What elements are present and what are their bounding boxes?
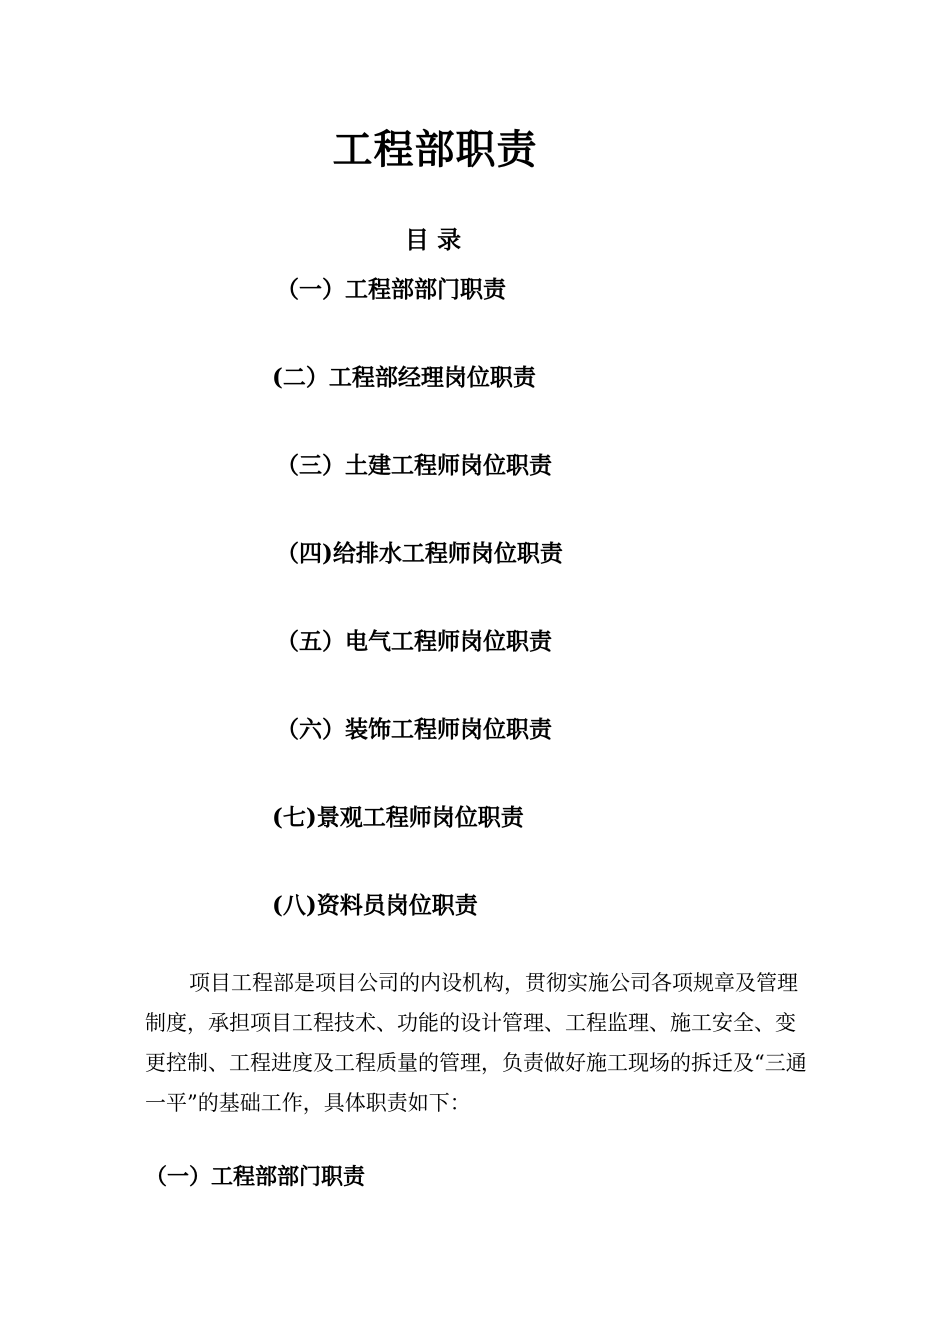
toc-item: （四)给排水工程师岗位职责: [276, 540, 563, 567]
toc-item: （五）电气工程师岗位职责: [276, 628, 552, 655]
section-heading: （一）工程部部门职责: [145, 1164, 366, 1190]
intro-paragraph: 项目工程部是项目公司的内设机构，贯彻实施公司各项规章及管理制度，承担项目工程技术、功能的设计管理、工程监理、施工安全、变更控制、工程进度及工程质量的管理，负责做好施工现场的拆迁及“三通一平”的基础工作，具体职责如下：: [145, 971, 807, 1115]
toc-item: (七)景观工程师岗位职责: [272, 804, 524, 831]
toc-item: (二）工程部经理岗位职责: [272, 364, 536, 391]
toc-item: （一）工程部部门职责: [276, 276, 506, 303]
toc-item: （三）土建工程师岗位职责: [276, 452, 552, 479]
document-title: 工程部职责: [332, 126, 538, 173]
toc-item: (八)资料员岗位职责: [272, 892, 478, 919]
toc-heading: 目 录: [404, 225, 462, 254]
toc-item: （六）装饰工程师岗位职责: [276, 716, 552, 743]
